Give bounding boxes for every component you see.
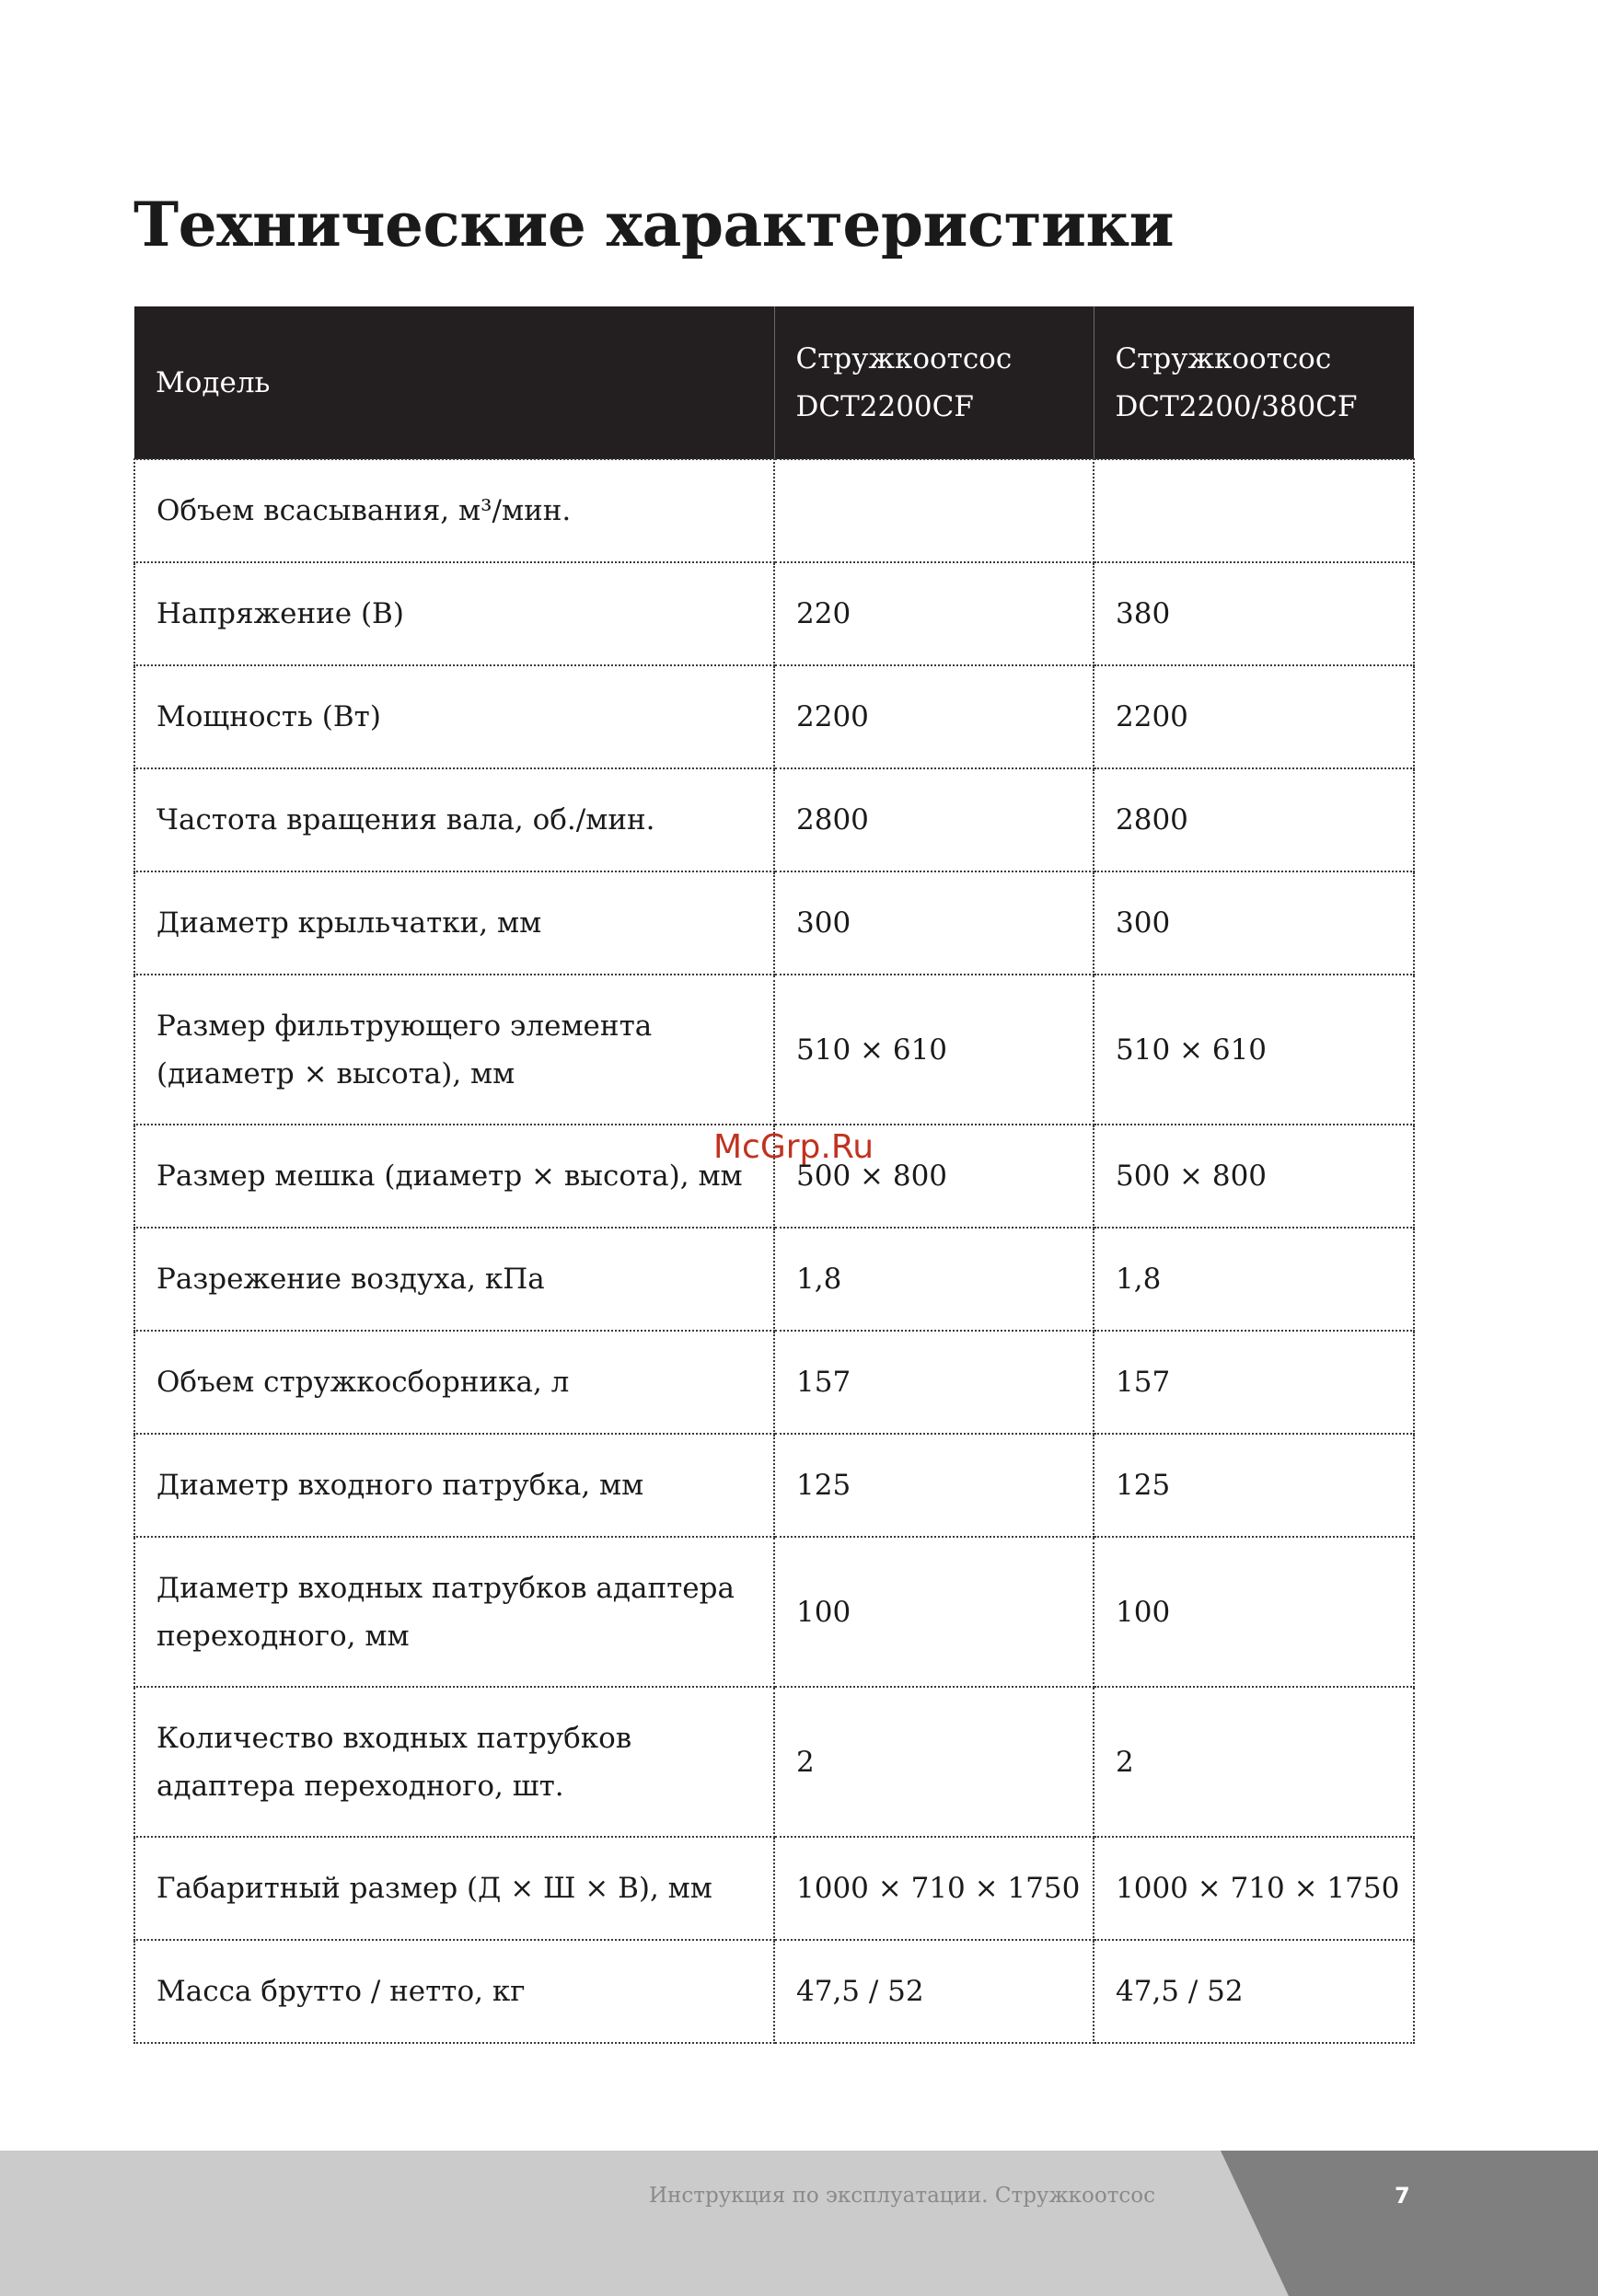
header-model-2: Стружкоотсос DCT2200/380CF <box>1094 306 1414 459</box>
row-value-model-1 <box>774 459 1094 562</box>
row-param: Диаметр входного патрубка, мм <box>134 1434 774 1537</box>
table-row <box>134 1434 1414 1537</box>
row-value-model-2: 1000 × 710 × 1750 <box>1094 1837 1414 1940</box>
row-value-model-2: 2800 <box>1094 768 1414 871</box>
row-param: Объем всасывания, м³/мин. <box>134 459 774 562</box>
table-row <box>134 1331 1414 1434</box>
row-param: Диаметр входных патрубков адаптера переходного, мм <box>134 1537 774 1687</box>
table-row <box>134 1837 1414 1940</box>
row-value-model-2: 2 <box>1094 1687 1414 1837</box>
row-value-model-2: 157 <box>1094 1331 1414 1434</box>
row-value-model-1: 125 <box>774 1434 1094 1537</box>
row-value-model-1: 220 <box>774 562 1094 665</box>
footer-doc-title: Инструкция по эксплуатации. Стружкоотсос <box>649 2184 1156 2208</box>
header-model-1: Стружкоотсос DCT2200CF <box>774 306 1094 459</box>
page-footer <box>0 2151 1598 2296</box>
row-param: Размер фильтрующего элемента (диаметр × высота), мм <box>134 975 774 1125</box>
row-value-model-2: 2200 <box>1094 665 1414 768</box>
row-value-model-1: 1000 × 710 × 1750 <box>774 1837 1094 1940</box>
watermark: McGrp.Ru <box>713 1128 874 1166</box>
page-title: Технические характеристики <box>133 189 1175 260</box>
row-param: Масса брутто / нетто, кг <box>134 1940 774 2043</box>
row-value-model-2: 100 <box>1094 1537 1414 1687</box>
row-value-model-2: 380 <box>1094 562 1414 665</box>
page-number: 7 <box>1395 2183 1410 2209</box>
row-param: Объем стружкосборника, л <box>134 1331 774 1434</box>
row-param: Размер мешка (диаметр × высота), мм <box>134 1125 774 1228</box>
table-row <box>134 975 1414 1125</box>
row-value-model-1: 300 <box>774 871 1094 975</box>
row-param: Количество входных патрубков адаптера переходного, шт. <box>134 1687 774 1837</box>
row-value-model-1: 47,5 / 52 <box>774 1940 1094 2043</box>
spec-table <box>133 306 1415 2044</box>
row-param: Частота вращения вала, об./мин. <box>134 768 774 871</box>
row-value-model-1: 2 <box>774 1687 1094 1837</box>
row-value-model-2: 1,8 <box>1094 1228 1414 1331</box>
row-value-model-2: 500 × 800 <box>1094 1125 1414 1228</box>
footer-accent-band <box>0 2151 1598 2296</box>
row-param: Диаметр крыльчатки, мм <box>134 871 774 975</box>
row-value-model-1: 100 <box>774 1537 1094 1687</box>
table-row <box>134 459 1414 562</box>
row-value-model-2: 47,5 / 52 <box>1094 1940 1414 2043</box>
row-param: Разрежение воздуха, кПа <box>134 1228 774 1331</box>
table-row <box>134 562 1414 665</box>
table-row <box>134 665 1414 768</box>
table-header <box>134 306 1414 459</box>
table-row <box>134 1228 1414 1331</box>
row-value-model-1: 510 × 610 <box>774 975 1094 1125</box>
row-value-model-1: 2800 <box>774 768 1094 871</box>
table-row <box>134 871 1414 975</box>
row-value-model-1: 500 × 800 <box>774 1125 1094 1228</box>
row-param: Напряжение (В) <box>134 562 774 665</box>
table-row <box>134 1687 1414 1837</box>
row-value-model-2: 510 × 610 <box>1094 975 1414 1125</box>
row-value-model-2 <box>1094 459 1414 562</box>
row-value-model-1: 1,8 <box>774 1228 1094 1331</box>
table-row <box>134 1537 1414 1687</box>
row-value-model-1: 157 <box>774 1331 1094 1434</box>
row-value-model-1: 2200 <box>774 665 1094 768</box>
table-row <box>134 1940 1414 2043</box>
row-value-model-2: 300 <box>1094 871 1414 975</box>
table-row <box>134 768 1414 871</box>
row-value-model-2: 125 <box>1094 1434 1414 1537</box>
row-param: Мощность (Вт) <box>134 665 774 768</box>
header-param: Модель <box>134 306 774 459</box>
row-param: Габаритный размер (Д × Ш × В), мм <box>134 1837 774 1940</box>
